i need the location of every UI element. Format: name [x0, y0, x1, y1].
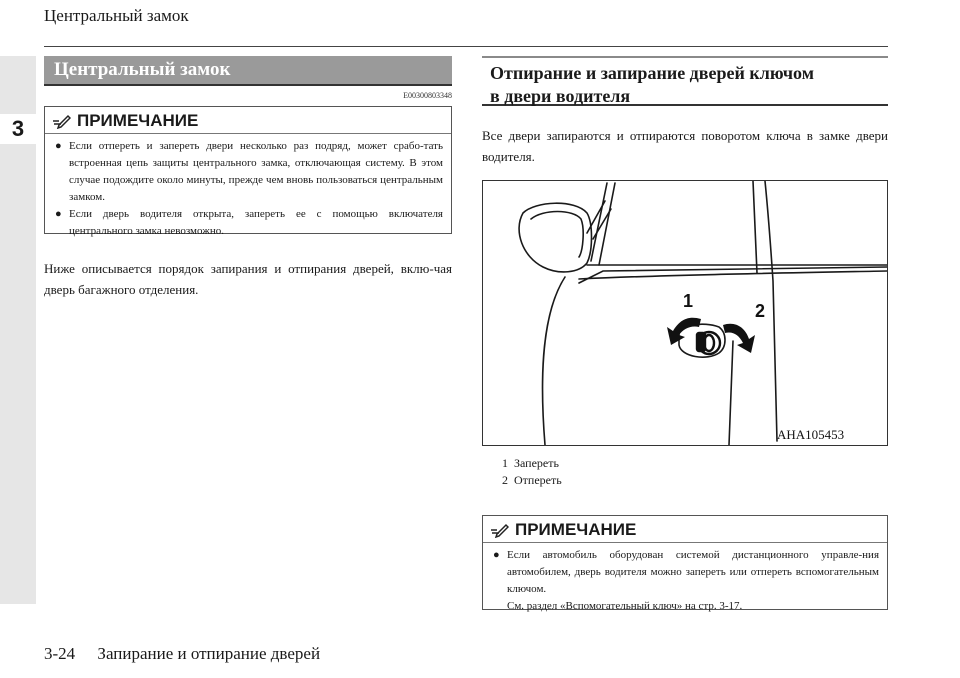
figure-code: AHA105453: [777, 427, 845, 442]
section-title-key-locking: [482, 56, 888, 106]
header-rule: [44, 46, 888, 47]
arrow-unlock-icon: [723, 324, 755, 353]
note-item: [493, 547, 879, 615]
door-front-edge: [542, 277, 565, 445]
bullet-icon: ●: [55, 208, 62, 220]
footer-title: Запирание и отпирание дверей: [97, 644, 321, 663]
key-paragraph: Все двери запираются и отпираются поворотом ключа в замке двери водителя.: [482, 128, 888, 164]
note-item-text: Если отпереть и запереть двери несколько раз подряд, может срабо-тать встроенная цепь защиты центрального замка, отключающая систему. В этом случае подождите около минуты, прежде чем вновь пользоваться центральным замком.: [69, 140, 443, 203]
beltline-lower: [579, 271, 887, 279]
note-item: [55, 138, 443, 206]
note-box-left: [44, 106, 452, 237]
note-item-text: [507, 547, 879, 615]
bullet-icon: ●: [55, 140, 62, 152]
note-item-main: Если автомобиль оборудован системой дистанционного управле-ния автомобилем, дверь водителя можно запереть или отпереть вспомогательным ключом.: [507, 549, 879, 595]
beltline-trim: [579, 267, 887, 283]
door-seam: [729, 341, 733, 445]
pencil-note-icon: [489, 522, 509, 538]
door-lock-figure: [482, 180, 888, 446]
section-title-line1: Отпирание и запирание дверей ключом: [490, 63, 814, 83]
note-item-text: Если дверь водителя открыта, запереть ее с помощью включателя центрального замка невозможно.: [69, 208, 443, 237]
page-number: 3-24: [44, 644, 76, 663]
page-header-title: Центральный замок: [44, 6, 189, 25]
note-body: [483, 542, 887, 619]
note-body: [45, 133, 451, 244]
note-title: [483, 516, 887, 542]
intro-paragraph: Ниже описывается порядок запирания и отпирания дверей, вклю-чая дверь багажного отделения.: [44, 261, 452, 297]
door-lock-illustration: [483, 181, 887, 445]
note-item: [55, 206, 443, 240]
mirror-outline: [519, 203, 591, 272]
mirror-inner: [531, 212, 583, 258]
note-box-right: [482, 515, 888, 610]
window-frame: [591, 183, 615, 265]
legend-item: [502, 472, 702, 489]
note-title: [45, 107, 451, 133]
figure-label-1: 1: [683, 291, 694, 311]
note-title-text: ПРИМЕЧАНИЕ: [77, 111, 199, 130]
bullet-icon: ●: [493, 549, 500, 561]
section-title-central-lock: Центральный замок: [44, 56, 452, 86]
legend-number: 2: [502, 473, 508, 487]
section-title-line2: в двери водителя: [490, 86, 631, 106]
legend-number: 1: [502, 456, 508, 470]
legend-text: Запереть: [514, 456, 559, 470]
door-rear-edge: [765, 181, 777, 441]
legend-text: Отпереть: [514, 473, 562, 487]
section-code: E00300803348: [403, 91, 452, 100]
legend-item: [502, 455, 702, 472]
note-title-text: ПРИМЕЧАНИЕ: [515, 520, 637, 539]
chapter-tab: 3: [0, 114, 36, 144]
pencil-note-icon: [51, 113, 71, 129]
pillar-b: [753, 181, 757, 273]
note-item-reference: См. раздел «Вспомогательный ключ» на стр. 3-17.: [507, 600, 743, 612]
figure-label-2: 2: [755, 301, 766, 321]
page-footer: [44, 644, 338, 664]
figure-legend: [502, 455, 702, 489]
key-cylinder: [697, 332, 720, 354]
